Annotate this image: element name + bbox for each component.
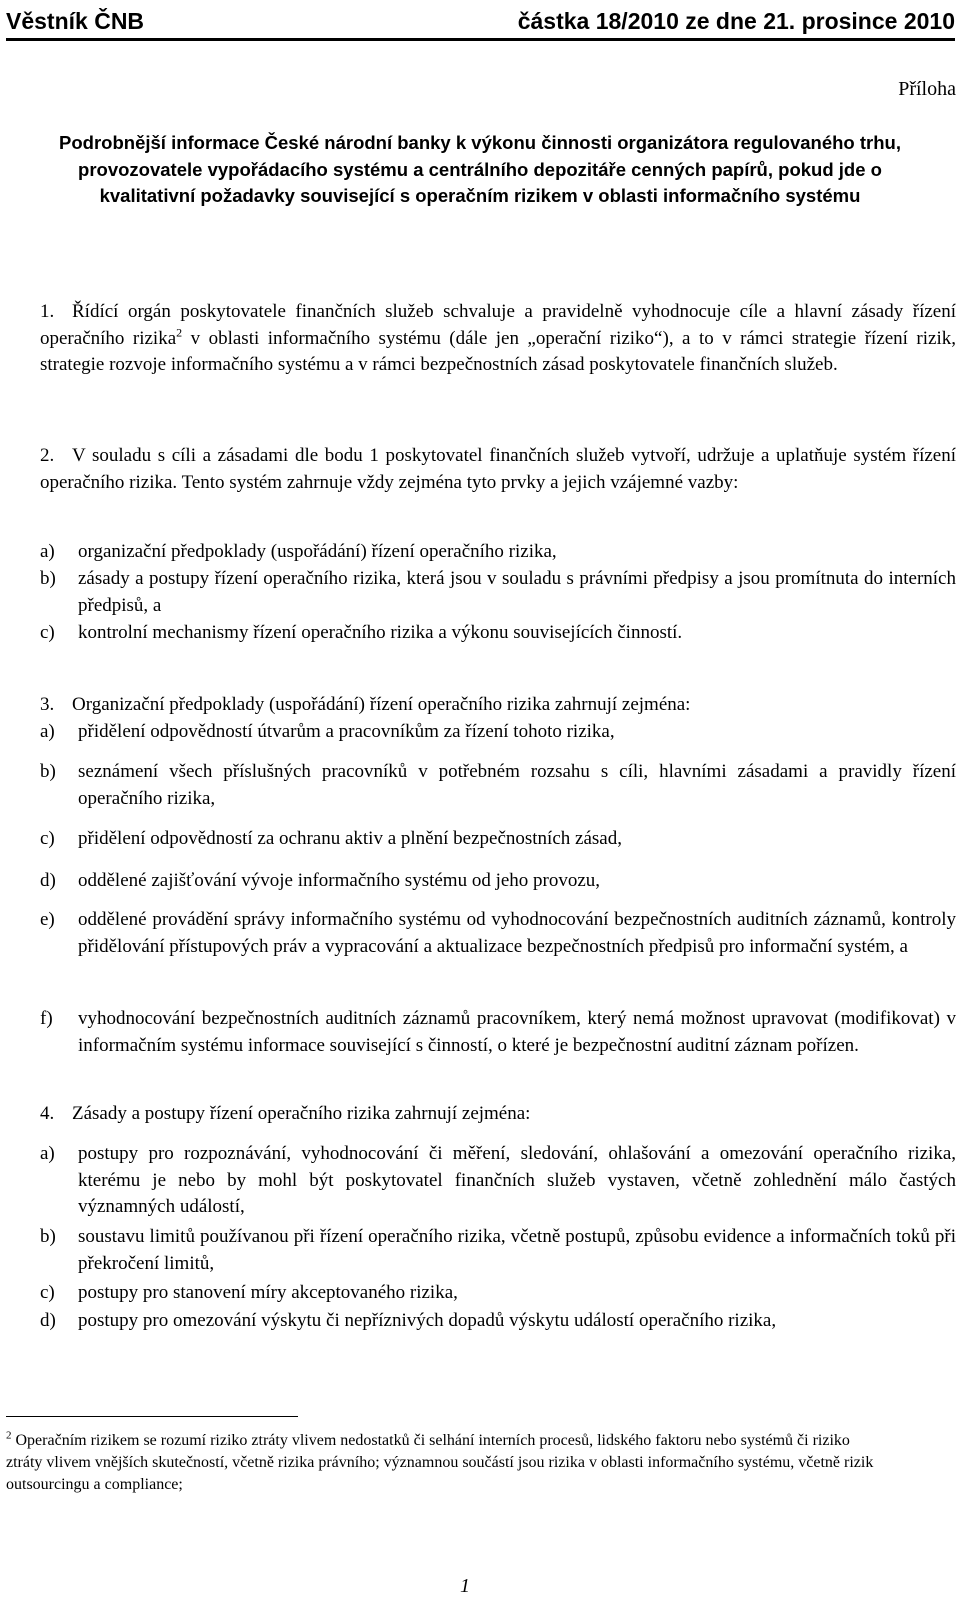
list-item-label: e) xyxy=(40,909,55,930)
paragraph-number: 1. xyxy=(40,301,55,322)
list-item xyxy=(40,566,956,619)
paragraph-text xyxy=(40,299,956,379)
paragraph-number: 3. xyxy=(40,694,55,715)
page-header xyxy=(6,4,955,41)
list-item xyxy=(40,719,956,746)
list-item-text: postupy pro omezování výskytu či nepříznivých dopadů výskytu událostí operačního rizika, xyxy=(78,1310,777,1331)
footnote xyxy=(6,1430,886,1496)
list-item-text: zásady a postupy řízení operačního rizika, která jsou v souladu s právními předpisy a jsou promítnuta do interních předpisů, a xyxy=(78,568,956,616)
list-item xyxy=(40,1141,956,1221)
paragraph-text-part: Řídící orgán poskytovatele finančních služeb schvaluje a pravidelně vyhodnocuje cíle a hlavní zásady řízení operačního rizika xyxy=(40,301,956,349)
list-item-text: přidělení odpovědností za ochranu aktiv a plnění bezpečnostních zásad, xyxy=(78,828,622,849)
list-item xyxy=(40,759,956,812)
paragraph-text: Zásady a postupy řízení operačního rizika zahrnují zejména: xyxy=(72,1103,531,1124)
paragraph-text-part: v oblasti informačního systému (dále jen „operační riziko“), a to v rámci strategie řízení rizik, strategie rozvoje informačního systému a v rámci bezpečnostních zásad poskytovatele finančních služeb. xyxy=(40,327,957,375)
paragraph-text: Organizační předpoklady (uspořádání) řízení operačního rizika zahrnují zejména: xyxy=(72,694,691,715)
footnote-text: Operačním rizikem se rozumí riziko ztráty vlivem nedostatků či selhání interních procesů, lidského faktoru nebo systémů či riziko ztráty vlivem vnějších skutečností, včetně rizika právního; významnou součástí jsou rizika v oblasti informačního systému, včetně rizik outsourcingu a compliance; xyxy=(6,1432,874,1493)
page-number: 1 xyxy=(460,1575,470,1597)
paragraph-2 xyxy=(40,443,956,496)
list-item xyxy=(40,826,956,853)
paragraph-text: V souladu s cíli a zásadami dle bodu 1 poskytovatel finančních služeb vytvoří, udržuje a uplatňuje systém řízení operačního rizika. Tento systém zahrnuje vždy zejména tyto prvky a jejich vzájemné vazby: xyxy=(40,445,956,493)
list-item xyxy=(40,1308,956,1335)
list-item-text: kontrolní mechanismy řízení operačního rizika a výkonu souvisejících činností. xyxy=(78,622,683,643)
document-title: Podrobnější informace České národní banky k výkonu činnosti organizátora regulovaného trhu, provozovatele vypořádacího systému a centrálního depozitáře cenných papírů, pokud jde o kvalitativní požadavky související s operačním rizikem v oblasti informačního systému xyxy=(59,132,901,206)
footnote-reference[interactable]: 2 xyxy=(176,325,183,340)
issue-date: částka 18/2010 ze dne 21. prosince 2010 xyxy=(517,8,955,34)
paragraph-1 xyxy=(40,299,956,379)
paragraph-number: 2. xyxy=(40,445,55,466)
footnote-mark: 2 xyxy=(6,1429,12,1442)
list-item-label: b) xyxy=(40,1226,56,1247)
list-item xyxy=(40,1224,956,1277)
list-item xyxy=(40,907,956,960)
list-item-text: oddělené zajišťování vývoje informačního systému od jeho provozu, xyxy=(78,870,601,891)
list-item-text: postupy pro stanovení míry akceptovaného rizika, xyxy=(78,1282,458,1303)
list-item-label: f) xyxy=(40,1008,53,1029)
paragraph-number: 4. xyxy=(40,1103,55,1124)
list-item-label: c) xyxy=(40,622,55,643)
list-item xyxy=(40,868,956,895)
list-item-text: soustavu limitů používanou při řízení operačního rizika, včetně postupů, způsobu evidence a informačních toků při překročení limitů, xyxy=(78,1226,956,1274)
list-item-text: přidělení odpovědností útvarům a pracovníkům za řízení tohoto rizika, xyxy=(78,721,615,742)
list-item xyxy=(40,539,956,566)
list-item-text: oddělené provádění správy informačního systému od vyhodnocování bezpečnostních auditních záznamů, kontroly přidělování přístupových práv a vypracování a aktualizace bezpečnostních předpisů pro informační systém, a xyxy=(78,909,956,957)
list-item-label: c) xyxy=(40,828,55,849)
list-item-text: postupy pro rozpoznávání, vyhodnocování či měření, sledování, ohlašování a omezování operačního rizika, kterému je nebo by mohl být poskytovatel finančních služeb vystaven, včetně zohlednění málo častých významných událostí, xyxy=(78,1143,956,1217)
list-item-label: d) xyxy=(40,870,56,891)
list-item xyxy=(40,1006,956,1059)
list-item-label: d) xyxy=(40,1310,56,1331)
list-item-label: a) xyxy=(40,541,55,562)
list-item-text: seznámení všech příslušných pracovníků v potřebném rozsahu s cíli, hlavními zásadami a pravidly řízení operačního rizika, xyxy=(78,761,956,809)
list-item-label: c) xyxy=(40,1282,55,1303)
list-item-label: b) xyxy=(40,568,56,589)
list-item xyxy=(40,620,956,647)
list-item-label: a) xyxy=(40,1143,55,1164)
annex-label: Příloha xyxy=(898,78,956,100)
list-item xyxy=(40,1280,956,1307)
list-item-text: organizační předpoklady (uspořádání) řízení operačního rizika, xyxy=(78,541,557,562)
list-item-label: b) xyxy=(40,761,56,782)
journal-name: Věstník ČNB xyxy=(6,8,145,34)
list-item-text: vyhodnocování bezpečnostních auditních záznamů pracovníkem, který nemá možnost upravovat (modifikovat) v informačním systému informace související s činností, o které je bezpečnostní auditní záznam pořízen. xyxy=(78,1008,956,1056)
paragraph-3 xyxy=(40,692,956,719)
paragraph-4 xyxy=(40,1101,956,1128)
footnote-divider xyxy=(6,1416,298,1417)
list-item-label: a) xyxy=(40,721,55,742)
